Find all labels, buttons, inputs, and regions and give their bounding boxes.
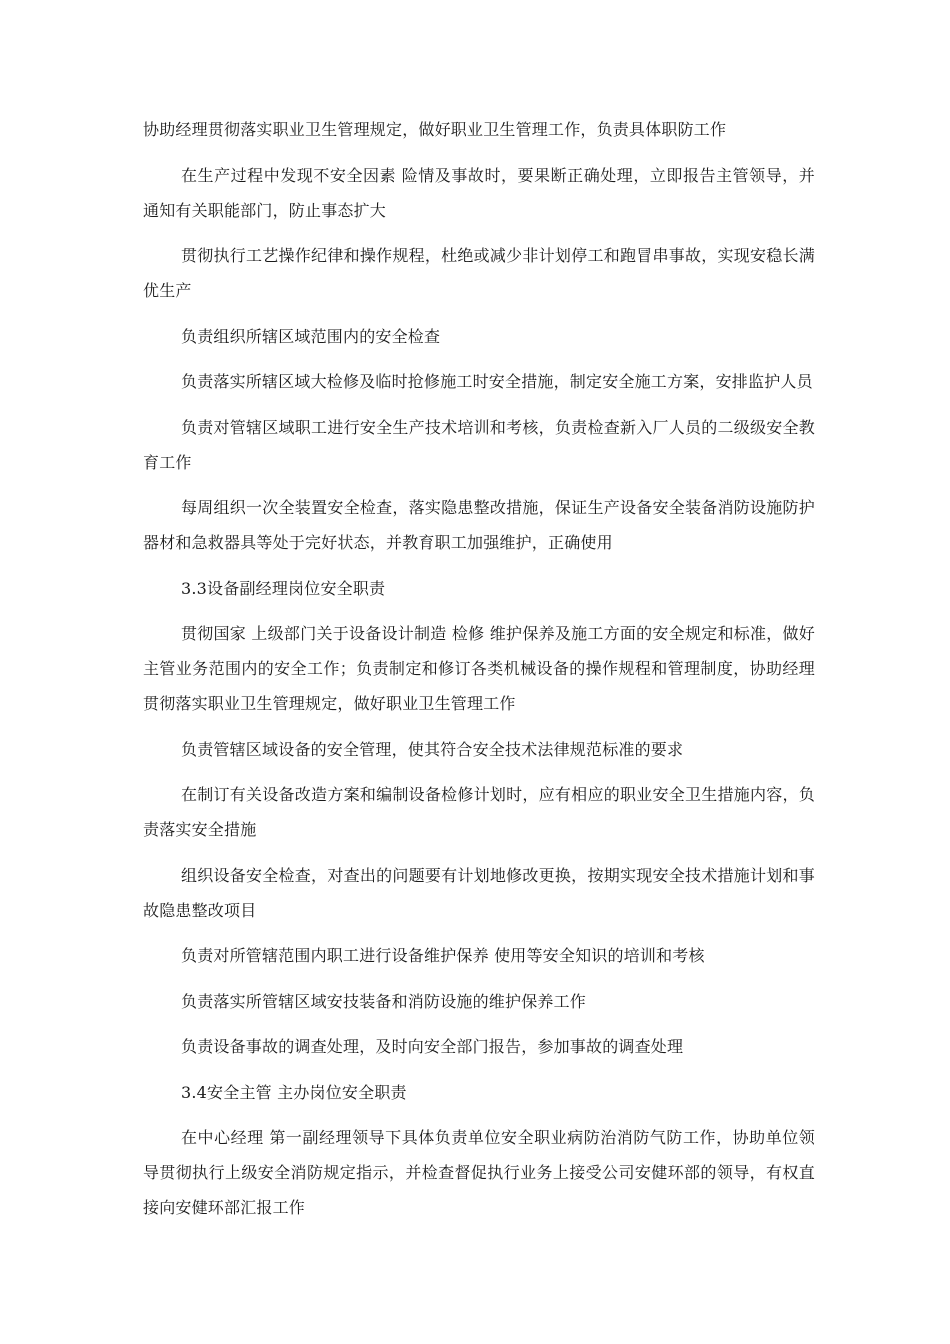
paragraph-unsafe-factors: 在生产过程中发现不安全因素 险情及事故时，要果断正确处理，立即报告主管领导，并通知有关职能部门，防止事态扩大 [143,165,815,220]
document-body [143,112,815,1236]
paragraph-equipment-management: 负责管辖区域设备的安全管理，使其符合安全技术法律规范标准的要求 [181,739,684,759]
paragraph-equipment-inspection: 组织设备安全检查，对查出的问题要有计划地修改更换，按期实现安全技术措施计划和事故隐患整改项目 [143,865,815,920]
paragraph-fire-facilities: 负责落实所管辖区域安技装备和消防设施的维护保养工作 [181,991,587,1011]
paragraph-overhaul-measures: 负责落实所辖区域大检修及临时抢修施工时安全措施，制定安全施工方案，安排监护人员 [181,372,813,391]
paragraph-accident-handling: 负责设备事故的调查处理，及时向安全部门报告，参加事故的调查处理 [181,1037,684,1056]
section-heading-3-4: 3.4安全主管 主办岗位安全职责 [181,1082,407,1102]
paragraph-equipment-regulations: 贯彻国家 上级部门关于设备设计制造 检修 维护保养及施工方面的安全规定和标准，做好主管业务范围内的安全工作；负责制定和修订各类机械设备的操作规程和管理制度，协助经理贯彻落实职业卫生管理规定，做好职业卫生管理工作 [143,624,815,713]
paragraph-process-discipline: 贯彻执行工艺操作纪律和操作规程，杜绝或减少非计划停工和跑冒串事故，实现安稳长满优生产 [143,246,815,300]
paragraph-maintenance-plan: 在制订有关设备改造方案和编制设备检修计划时，应有相应的职业安全卫生措施内容，负责落实安全措施 [143,785,815,839]
paragraph-safety-supervisor: 在中心经理 第一副经理领导下具体负责单位安全职业病防治消防气防工作，协助单位领导贯彻执行上级安全消防规定指示，并检查督促执行业务上接受公司安健环部的领导，有权直接向安健环部汇报工作 [143,1128,815,1217]
paragraph-safety-inspection: 负责组织所辖区域范围内的安全检查 [181,326,441,346]
paragraph-weekly-inspection: 每周组织一次全装置安全检查，落实隐患整改措施，保证生产设备安全装备消防设施防护器材和急救器具等处于完好状态，并教育职工加强维护，正确使用 [143,498,815,552]
paragraph-training: 负责对管辖区域职工进行安全生产技术培训和考核，负责检查新入厂人员的二级级安全教育工作 [143,417,815,472]
paragraph-maintenance-training: 负责对所管辖范围内职工进行设备维护保养 使用等安全知识的培训和考核 [181,946,705,965]
paragraph-occupational-health: 协助经理贯彻落实职业卫生管理规定，做好职业卫生管理工作，负责具体职防工作 [143,120,727,139]
section-heading-3-3: 3.3设备副经理岗位安全职责 [181,578,386,598]
